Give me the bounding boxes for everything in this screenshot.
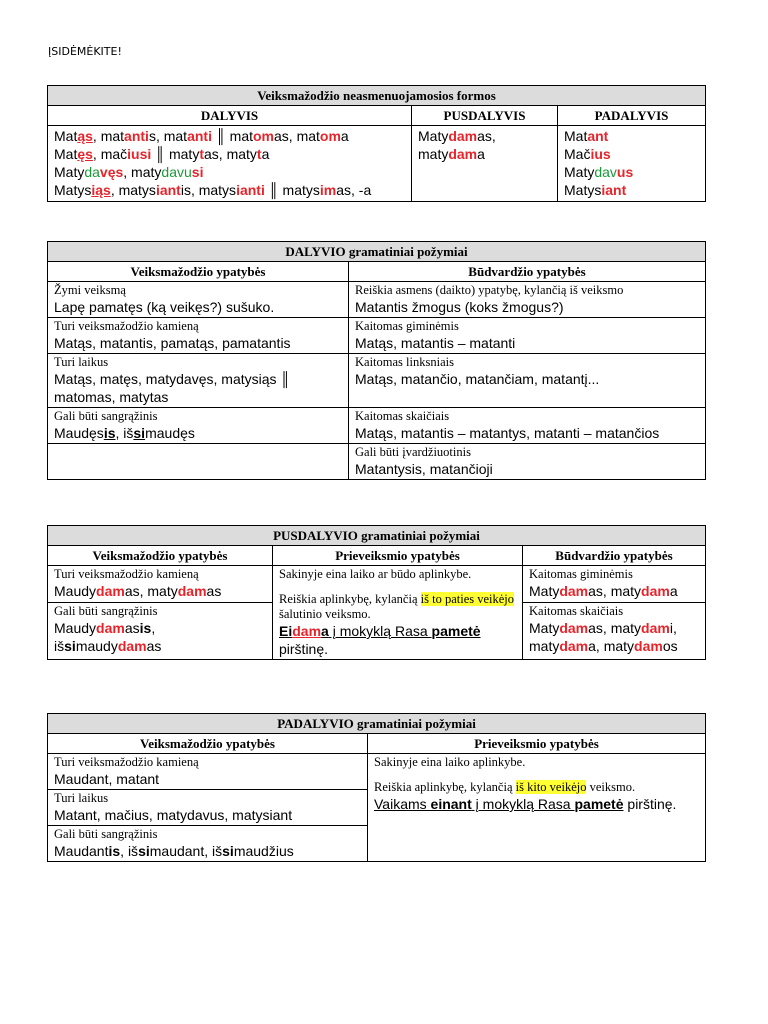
header-dalyvis: DALYVIS bbox=[48, 106, 412, 126]
table-row: Turi veiksmažodžio kamieną Matąs, matantis, pamatąs, pamatantis Kaitomas giminėmis Matąs, matantis – matanti bbox=[48, 318, 706, 354]
padalyvio-title: PADALYVIO gramatiniai požymiai bbox=[48, 714, 706, 734]
table-row: Gali būti sangrąžinis Maudęsis, išsimaudęs Kaitomas skaičiais Matąs, matantis – matantys, matanti – matančios bbox=[48, 408, 706, 444]
padalyvio-table: PADALYVIO gramatiniai požymiai Veiksmažodžio ypatybės Prieveiksmio ypatybės Turi veiksmažodžio kamieną Maudant, matant Sakinyje eina laiko aplinkybe. Reiškia aplinkybę, kylančią iš kito veikėjo veiksmo. Vaikams einant į mokyklą Rasa pametė pirštinę. Turi laikus Matant, mačius, matydavus, matysiant Gali būti sangrąžinis Maudantis, išsimaudant, išsimaudžius bbox=[47, 713, 706, 862]
dalyvis-line-2: Matęs, mačiusi ║ matytas, matyta bbox=[54, 146, 270, 162]
dalyvio-title: DALYVIO gramatiniai požymiai bbox=[48, 242, 706, 262]
dalyvis-forms-cell bbox=[48, 126, 412, 202]
header-pusdalyvis: PUSDALYVIS bbox=[412, 106, 558, 126]
dalyvis-line-1: Matąs, matantis, matanti ║ matomas, matoma bbox=[54, 128, 349, 144]
table-row: Žymi veiksmą Lapę pamatęs (ką veikęs?) sušuko. Reiškia asmens (daikto) ypatybę, kylančią iš veiksmo Matantis žmogus (koks žmogus?) bbox=[48, 282, 706, 318]
pusdalyvio-header-1: Veiksmažodžio ypatybės bbox=[48, 546, 273, 566]
padalyvis-forms-cell: Matant Mačius Matydavus Matysiant bbox=[558, 126, 706, 202]
dalyvio-table bbox=[47, 241, 706, 480]
pusdalyvis-forms-cell: Matydamas, matydama bbox=[412, 126, 558, 202]
dalyvio-header-right: Būdvardžio ypatybės bbox=[349, 262, 706, 282]
padalyvio-header-2: Prieveiksmio ypatybės bbox=[368, 734, 706, 754]
dalyvio-header-left: Veiksmažodžio ypatybės bbox=[48, 262, 349, 282]
pusdalyvio-title: PUSDALYVIO gramatiniai požymiai bbox=[48, 526, 706, 546]
dalyvis-line-4: Matysiąs, matysiantis, matysianti ║ matysimas, -a bbox=[54, 182, 372, 198]
forms-title: Veiksmažodžio neasmenuojamosios formos bbox=[48, 86, 706, 106]
header-padalyvis: PADALYVIS bbox=[558, 106, 706, 126]
dalyvis-line-3: Matydavęs, matydavusi bbox=[54, 164, 204, 180]
pusdalyvio-header-3: Būdvardžio ypatybės bbox=[523, 546, 706, 566]
padalyvio-adverb-cell: Sakinyje eina laiko aplinkybe. Reiškia aplinkybę, kylančią iš kito veikėjo veiksmo. Vaikams einant į mokyklą Rasa pametė pirštinę. bbox=[368, 754, 706, 862]
table-row: Gali būti įvardžiuotinis Matantysis, matančioji bbox=[48, 444, 706, 480]
pusdalyvio-adverb-cell: Sakinyje eina laiko ar būdo aplinkybe. Reiškia aplinkybę, kylančią iš to paties veikėjo šalutinio veiksmo. Eidama į mokyklą Rasa pametė pirštinę. bbox=[273, 566, 523, 660]
pusdalyvio-table: PUSDALYVIO gramatiniai požymiai Veiksmažodžio ypatybės Prieveiksmio ypatybės Būdvardžio ypatybės Turi veiksmažodžio kamieną Maudydamas, matydamas Sakinyje eina laiko ar būdo aplinkybe. Reiškia aplinkybę, kylančią iš to paties veikėjo šalutinio veiksmo. Eidama į mokyklą Rasa pametė pirštinę. Kaitomas giminėmis Matydamas, matydama Gali būti sangrąžinis Maudydamasis, išsimaudydamas Kaitomas skaičiais Matydamas, matydami, matydama, matydamos bbox=[47, 525, 706, 660]
notice-heading: ĮSIDĖMĖKITE! bbox=[48, 45, 122, 58]
table-row: Turi laikus Matąs, matęs, matydavęs, matysiąs ║ matomas, matytas Kaitomas linksniais Matąs, matančio, matančiam, matantį... bbox=[48, 354, 706, 408]
padalyvio-header-1: Veiksmažodžio ypatybės bbox=[48, 734, 368, 754]
pusdalyvio-header-2: Prieveiksmio ypatybės bbox=[273, 546, 523, 566]
forms-table bbox=[47, 85, 706, 202]
